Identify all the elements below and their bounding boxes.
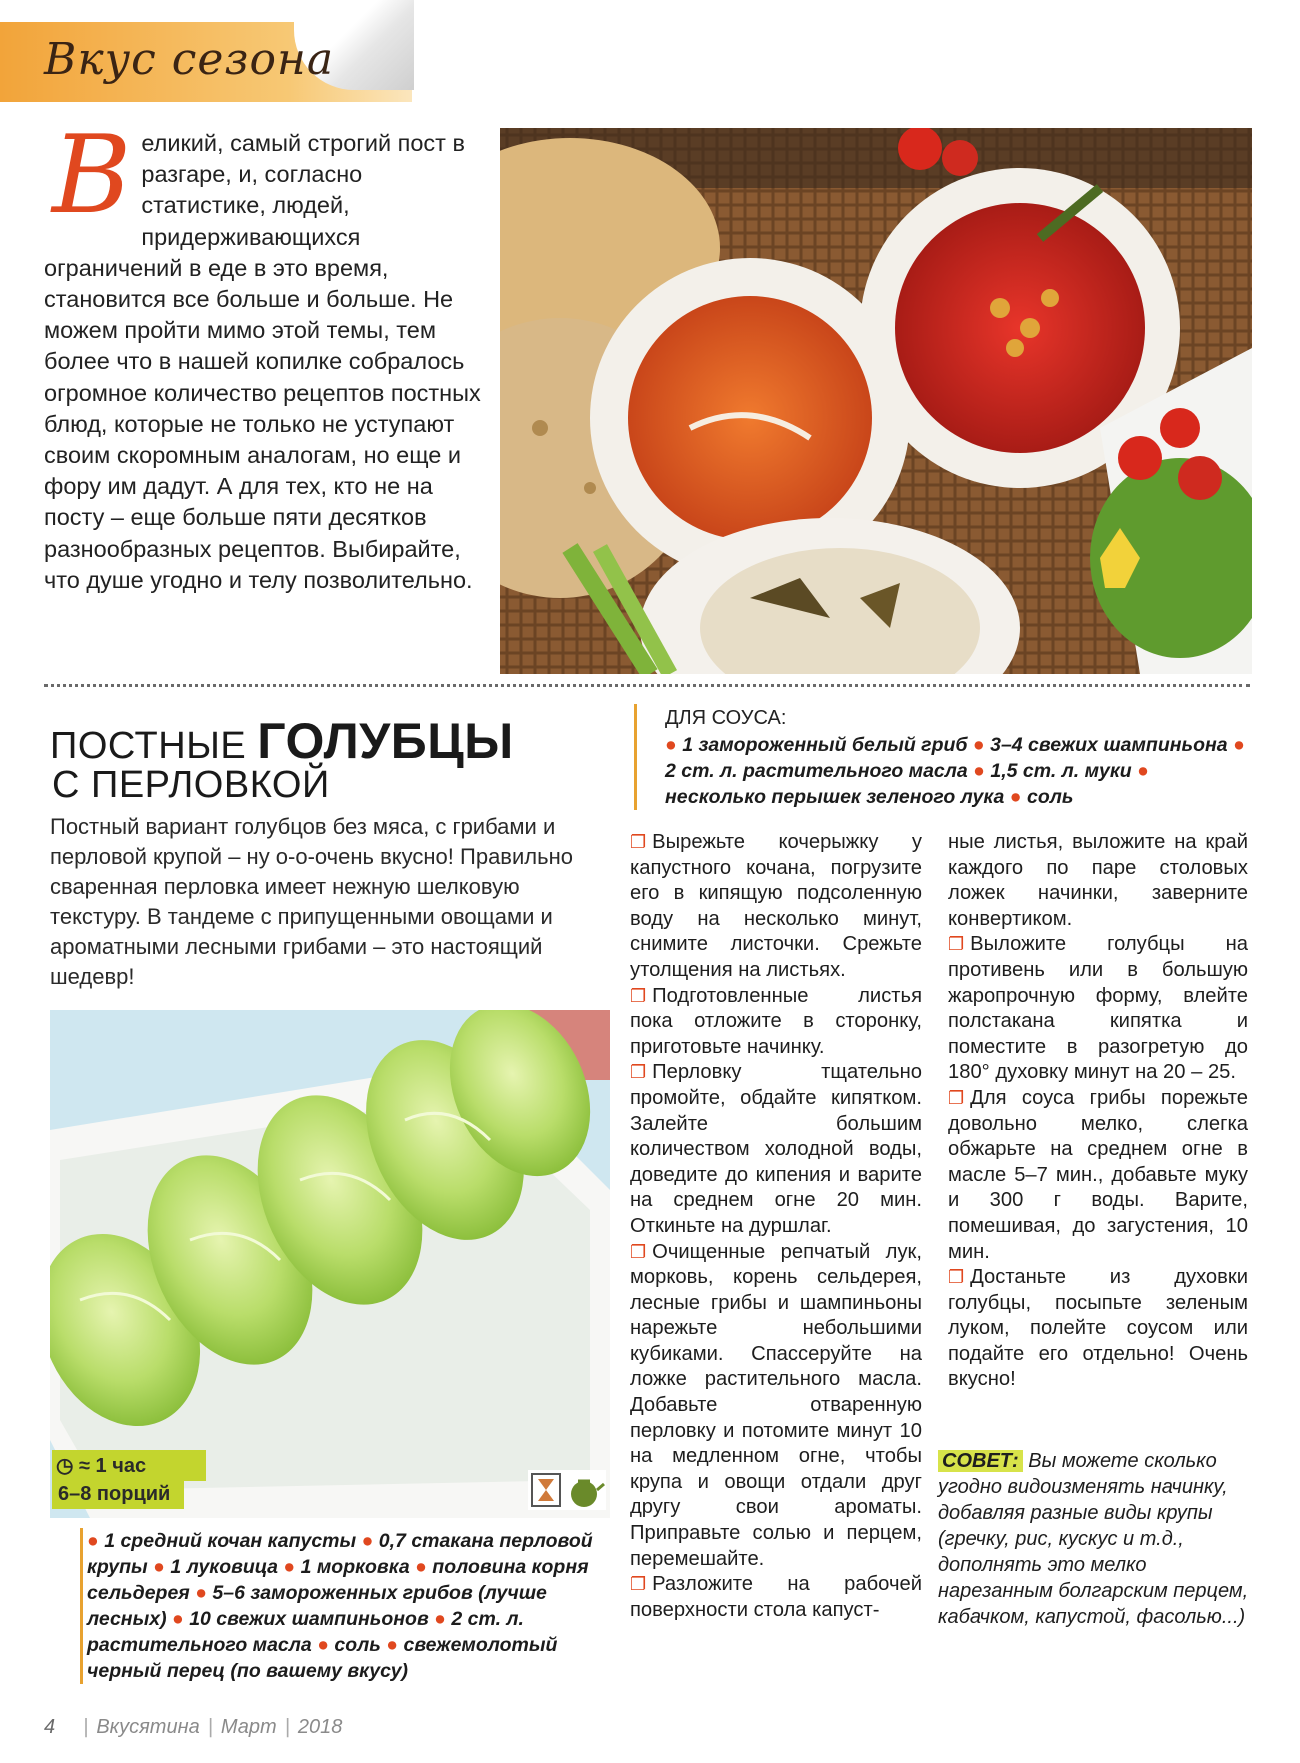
square-bullet-icon: ❐: [630, 1062, 647, 1083]
step-paragraph: ❐ Перловку тщательно промойте, обдайте кипятком. Залейте большим количеством холодной воды, доведите до кипения и варите на среднем огне 20 мин. Откиньте на дуршлаг.: [630, 1061, 922, 1237]
square-bullet-icon: ❐: [948, 1087, 965, 1108]
square-bullet-icon: ❐: [630, 832, 647, 852]
drop-cap: В: [52, 113, 132, 238]
section-divider: [44, 684, 1250, 687]
sauce-item: 2 ст. л. растительного масла: [665, 760, 968, 782]
portions-badge: 6–8 порций: [52, 1480, 184, 1509]
square-bullet-icon: ❐: [630, 1241, 647, 1262]
square-bullet-icon: ❐: [630, 985, 647, 1006]
issue-year: 2018: [297, 1716, 343, 1738]
page-footer: 4 | Вкусятина | Март | 2018: [44, 1716, 343, 1738]
recipe-title-big: ГОЛУБЦЫ: [257, 713, 514, 769]
ingredient-item: 1 луковица: [170, 1556, 278, 1578]
ingredient-item: 2 ст. л. растительного масла: [87, 1608, 524, 1656]
hourglass-teapot-icons: [528, 1470, 606, 1510]
sauce-item: соль: [1026, 786, 1074, 808]
steps-column-2: [948, 830, 1248, 1393]
hero-food-illustration: [500, 128, 1252, 674]
square-bullet-icon: ❐: [630, 1574, 647, 1595]
ingredients-list: ● 1 средний кочан капусты ● 0,7 стакана перловой крупы ● 1 луковица ● 1 морковка ● половина корня сельдерея ● 5–6 замороженных грибов (лучше лесных) ● 10 свежих шампиньонов ● 2 ст. л. растительного масла ● соль ● свежемолотый черный перец (по вашему вкусу): [80, 1528, 620, 1684]
sauce-ingredients: ● 1 замороженный белый гриб ● 3–4 свежих шампиньона ● 2 ст. л. растительного масла ● 1,5 ст. л. муки ● несколько перышек зеленого лука ● соль: [665, 734, 1245, 808]
cooking-time-badge: [52, 1450, 206, 1481]
difficulty-icons: [528, 1470, 606, 1510]
sauce-item: 1,5 ст. л. муки: [990, 760, 1132, 782]
recipe-intro: Постный вариант голубцов без мяса, с грибами и перловой крупой – ну о-о-очень вкусно! Правильно сваренная перловка имеет нежную шелковую текстуру. В тандеме с припущенными овощами и ароматными лесными грибами – это настоящий шедевр!: [50, 814, 573, 989]
ingredient-item: свежемолотый черный перец (по вашему вкусу): [87, 1634, 558, 1682]
intro-paragraph: [44, 113, 484, 596]
ingredient-item: 5–6 замороженных грибов (лучше лесных): [87, 1582, 547, 1630]
step-paragraph: ❐ Подготовленные листья пока отложите в сторонку, приготовьте начинку.: [630, 984, 922, 1058]
page-number: 4: [44, 1716, 56, 1738]
section-title: Вкус сезона: [44, 34, 335, 85]
step-paragraph: ❐ Для соуса грибы порежьте довольно мелко, слегка обжарьте на среднем огне в масле 5–7 мин., добавьте муку и 300 г воды. Варите, помешивая, до загустения, 10 мин.: [948, 1086, 1248, 1263]
sauce-item: 3–4 свежих шампиньона: [990, 734, 1228, 756]
sauce-heading: ДЛЯ СОУСА:: [665, 707, 787, 729]
issue-month: Март: [220, 1716, 277, 1738]
ingredient-item: половина корня сельдерея: [87, 1556, 589, 1604]
step-paragraph: ❐ Достаньте из духовки голубцы, посыпьте зеленым луком, полейте соусом или подайте его отдельно! Очень вкусно!: [948, 1266, 1248, 1391]
cabbage-rolls-illustration: [50, 1010, 610, 1518]
square-bullet-icon: ❐: [948, 934, 965, 955]
ingredient-item: 1 морковка: [300, 1556, 410, 1578]
magazine-name: Вкусятина: [96, 1716, 200, 1738]
square-bullet-icon: ❐: [948, 1267, 965, 1288]
step-paragraph: ❐ Очищенные репчатый лук, морковь, корень сельдерея, лесные грибы и шампиньоны нарежьте небольшими кубиками. Спассеруйте на ложке растительного масла. Добавьте отваренную перловку и потомите минут 10 на медленном огне, чтобы крупа и овощи отдали друг другу свои ароматы. Приправьте солью и перцем, перемешайте.: [630, 1240, 922, 1570]
ingredient-item: 0,7 стакана перловой крупы: [87, 1530, 593, 1578]
advice-label: СОВЕТ:: [938, 1450, 1023, 1472]
ingredient-item: 1 средний кочан капусты: [104, 1530, 357, 1552]
advice-box: [938, 1448, 1250, 1630]
steps-column-1: [630, 830, 922, 1623]
hero-food-photo: [500, 128, 1252, 674]
cooking-time: ≈ 1 час: [79, 1455, 147, 1477]
ingredient-item: соль: [334, 1634, 381, 1656]
cabbage-rolls-photo: [50, 1010, 610, 1518]
step-paragraph: ❐ Вырежьте кочерыжку у капустного кочана, погрузите его в кипящую подсоленную воду на несколько минут, снимите листочки. Срежьте утолщения на листьях.: [630, 831, 922, 981]
step-paragraph: ❐ Выложите голубцы на противень или в большую жаропрочную форму, влейте полстакана кипятка и поместите в разогретую до 180° духовку минут на 20 – 25.: [948, 933, 1248, 1084]
intro-text: еликий, самый строгий пост в разгаре, и, согласно статистике, людей, придерживающихся ограничений в еде в это время, становится все больше и больше. Не можем пройти мимо этой темы, тем более что в нашей копилке собралось огромное количество рецептов постных блюд, которые не только не уступают своим скоромным аналогам, но еще и фору им дадут. А для тех, кто не на посту – еще больше пяти десятков разнообразных рецептов. Выбирайте, что душе угодно и телу позволительно.: [44, 130, 481, 593]
sauce-item: несколько перышек зеленого лука: [665, 786, 1005, 808]
ingredient-item: 10 свежих шампиньонов: [189, 1608, 429, 1630]
step-continuation: ные листья, выложите на край каждого по паре столовых ложек начинки, заверните конвертиком.: [948, 831, 1248, 930]
recipe-title-line2: С ПЕРЛОВКОЙ: [52, 764, 330, 806]
recipe-title-line1: [50, 712, 514, 770]
recipe-title-small: ПОСТНЫЕ: [50, 725, 247, 767]
sauce-item: 1 замороженный белый гриб: [682, 734, 968, 756]
sauce-block: [634, 704, 1250, 810]
advice-text: Вы можете сколько угодно видоизменять начинку, добавляя разные виды крупы (гречку, рис, кускус и т.д., дополнять это мелко нарезанным болгарским перцем, кабачком, капустой, фасолью...): [938, 1450, 1249, 1628]
step-paragraph: ❐ Разложите на рабочей поверхности стола капуст-: [630, 1573, 922, 1621]
clock-icon: ◷: [56, 1455, 74, 1477]
